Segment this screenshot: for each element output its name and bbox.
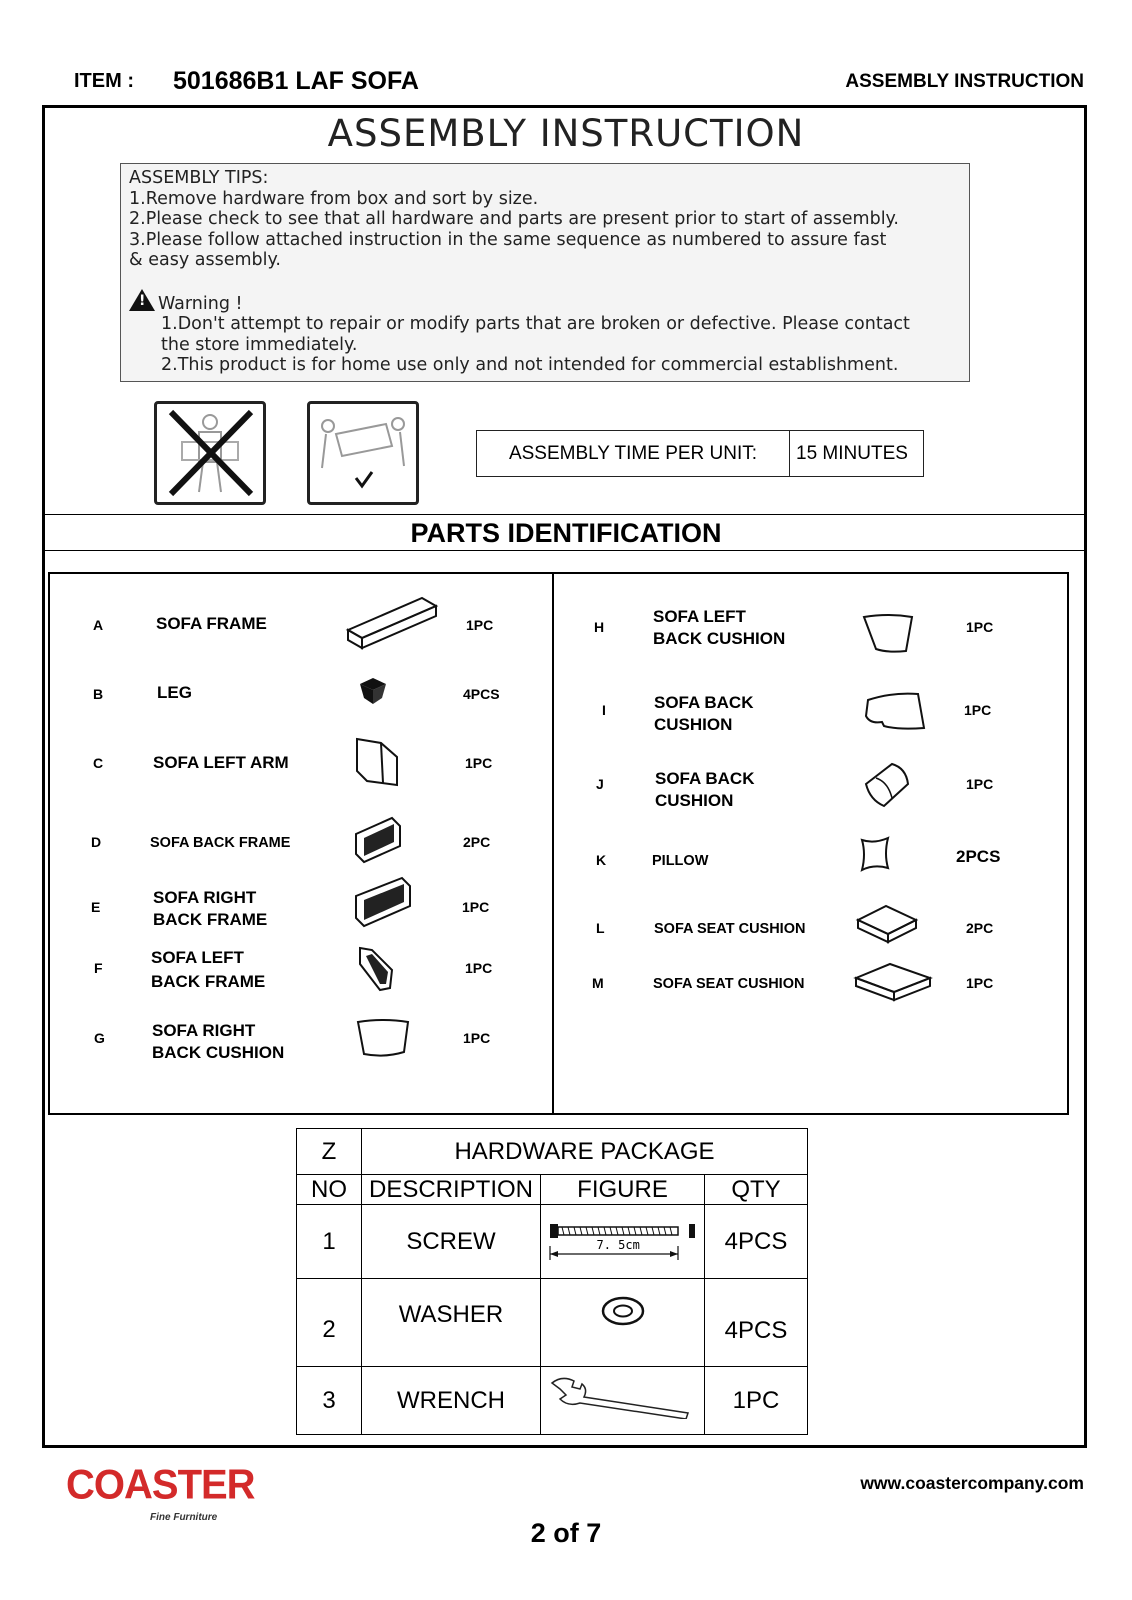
two-person-lift-approved-icon — [307, 401, 419, 505]
part-j-letter: J — [596, 776, 604, 792]
table-row — [297, 1367, 808, 1435]
part-b-letter: B — [93, 686, 104, 702]
part-h-name-line1: SOFA LEFT — [653, 607, 746, 626]
sofa-seat-cushion-m-icon — [852, 960, 934, 1009]
assembly-time-value: 15 MINUTES — [796, 442, 908, 464]
page-number: 2 of 7 — [530, 1518, 602, 1548]
warning-heading-row — [129, 289, 961, 315]
table-row — [297, 1205, 808, 1279]
part-g-name-line2: BACK CUSHION — [152, 1043, 285, 1062]
washer-figure-cell — [541, 1279, 705, 1367]
logo-tagline: Fine Furniture — [150, 1512, 218, 1523]
tip-line: 1.Remove hardware from box and sort by size. — [129, 188, 539, 209]
warning-line: 2.This product is for home use only and not intended for commercial establishment. — [161, 355, 899, 375]
part-c-name: SOFA LEFT ARM — [153, 753, 289, 772]
part-g-name-line1: SOFA RIGHT — [152, 1021, 256, 1040]
header-doc-title: ASSEMBLY INSTRUCTION — [845, 71, 1084, 92]
row-no: 3 — [297, 1367, 362, 1435]
parts-column-divider — [552, 572, 554, 1115]
part-j-name-line1: SOFA BACK — [655, 769, 755, 788]
part-i-name-line1: SOFA BACK — [654, 693, 754, 712]
col-header-no: NO — [297, 1175, 362, 1205]
row-qty: 1PC — [705, 1367, 808, 1435]
part-f-letter: F — [94, 960, 103, 976]
part-h-qty: 1PC — [966, 619, 994, 635]
part-m-qty: 1PC — [966, 975, 994, 991]
website-url: www.coastercompany.com — [860, 1473, 1084, 1493]
part-b-qty: 4PCS — [463, 686, 500, 702]
part-f-name-line2: BACK FRAME — [151, 972, 266, 991]
row-description: SCREW — [362, 1205, 541, 1279]
sofa-back-cushion-j-icon — [862, 760, 912, 813]
part-k-name: PILLOW — [652, 853, 709, 869]
part-i-letter: I — [602, 702, 606, 718]
part-c-qty: 1PC — [465, 755, 493, 771]
part-e-name-line2: BACK FRAME — [153, 910, 268, 929]
sofa-left-arm-icon — [353, 735, 401, 794]
divider — [44, 550, 1085, 551]
part-k-letter: K — [596, 852, 607, 868]
col-header-figure: FIGURE — [541, 1175, 705, 1205]
part-c-letter: C — [93, 755, 104, 771]
part-f-qty: 1PC — [465, 960, 493, 976]
sofa-right-back-frame-icon — [352, 874, 414, 935]
row-qty: 4PCS — [705, 1279, 808, 1367]
warning-line: the store immediately. — [161, 334, 358, 355]
part-e-qty: 1PC — [462, 899, 490, 915]
sofa-back-frame-icon — [352, 812, 404, 871]
screw-dimension: 7. 5cm — [594, 1238, 643, 1252]
col-header-qty: QTY — [705, 1175, 808, 1205]
tip-line: & easy assembly. — [129, 250, 281, 270]
part-l-letter: L — [596, 920, 605, 936]
table-row — [297, 1279, 808, 1367]
part-a-letter: A — [93, 617, 104, 633]
tip-line: 2.Please check to see that all hardware and parts are present prior to start of assembly. — [129, 209, 899, 229]
part-h-name-line2: BACK CUSHION — [653, 629, 786, 648]
page-title: ASSEMBLY INSTRUCTION — [327, 112, 805, 155]
row-no: 2 — [297, 1279, 362, 1367]
row-description: WASHER — [362, 1279, 541, 1367]
divider — [44, 514, 1085, 515]
sofa-left-back-frame-icon — [356, 944, 396, 997]
parts-identification-title: PARTS IDENTIFICATION — [410, 518, 722, 548]
part-j-name-line2: CUSHION — [655, 791, 734, 810]
part-j-qty: 1PC — [966, 776, 994, 792]
tips-heading: ASSEMBLY TIPS: — [129, 168, 269, 188]
part-m-name: SOFA SEAT CUSHION — [653, 976, 805, 992]
coaster-logo: COASTER — [66, 1461, 255, 1509]
part-f-name-line1: SOFA LEFT — [151, 948, 244, 967]
sofa-frame-icon — [344, 592, 440, 657]
item-name: 501686B1 LAF SOFA — [173, 67, 419, 95]
part-g-qty: 1PC — [463, 1030, 491, 1046]
part-d-letter: D — [91, 834, 102, 850]
assembly-time-box — [476, 430, 924, 477]
warning-line: 1.Don't attempt to repair or modify parts that are broken or defective. Please contact — [161, 314, 910, 334]
pillow-icon — [858, 836, 892, 877]
part-k-qty: 2PCS — [956, 847, 1001, 866]
part-d-qty: 2PC — [463, 834, 491, 850]
part-a-name: SOFA FRAME — [156, 614, 267, 633]
part-l-qty: 2PC — [966, 920, 994, 936]
row-qty: 4PCS — [705, 1205, 808, 1279]
part-e-letter: E — [91, 899, 101, 915]
col-header-description: DESCRIPTION — [362, 1175, 541, 1205]
sofa-back-cushion-icon — [862, 690, 926, 739]
assembly-time-label: ASSEMBLY TIME PER UNIT: — [477, 431, 790, 476]
part-l-name: SOFA SEAT CUSHION — [654, 921, 806, 937]
part-g-letter: G — [94, 1030, 105, 1046]
part-i-name-line2: CUSHION — [654, 715, 733, 734]
screw-figure-cell — [541, 1205, 705, 1279]
part-i-qty: 1PC — [964, 702, 992, 718]
part-h-letter: H — [594, 619, 605, 635]
part-m-letter: M — [592, 975, 604, 991]
washer-icon — [599, 1295, 647, 1329]
part-a-qty: 1PC — [466, 617, 494, 633]
hardware-code: Z — [297, 1129, 362, 1175]
part-d-name: SOFA BACK FRAME — [150, 835, 291, 851]
hardware-title: HARDWARE PACKAGE — [362, 1129, 808, 1175]
part-e-name-line1: SOFA RIGHT — [153, 888, 257, 907]
tip-line: 3.Please follow attached instruction in the same sequence as numbered to assure fast — [129, 229, 887, 250]
row-no: 1 — [297, 1205, 362, 1279]
leg-icon — [357, 676, 389, 711]
hardware-package-table — [296, 1128, 808, 1435]
row-description: WRENCH — [362, 1367, 541, 1435]
sofa-left-back-cushion-icon — [862, 613, 914, 660]
item-label: ITEM : — [74, 70, 134, 92]
part-b-name: LEG — [157, 683, 192, 702]
warning-icon — [129, 289, 155, 311]
one-person-lift-prohibited-icon — [154, 401, 266, 505]
assembly-tips-box — [120, 163, 970, 382]
sofa-right-back-cushion-icon — [354, 1016, 410, 1065]
warning-heading: Warning ! — [158, 293, 243, 314]
sofa-seat-cushion-l-icon — [854, 902, 920, 951]
wrench-icon — [548, 1375, 698, 1419]
wrench-figure-cell — [541, 1367, 705, 1435]
